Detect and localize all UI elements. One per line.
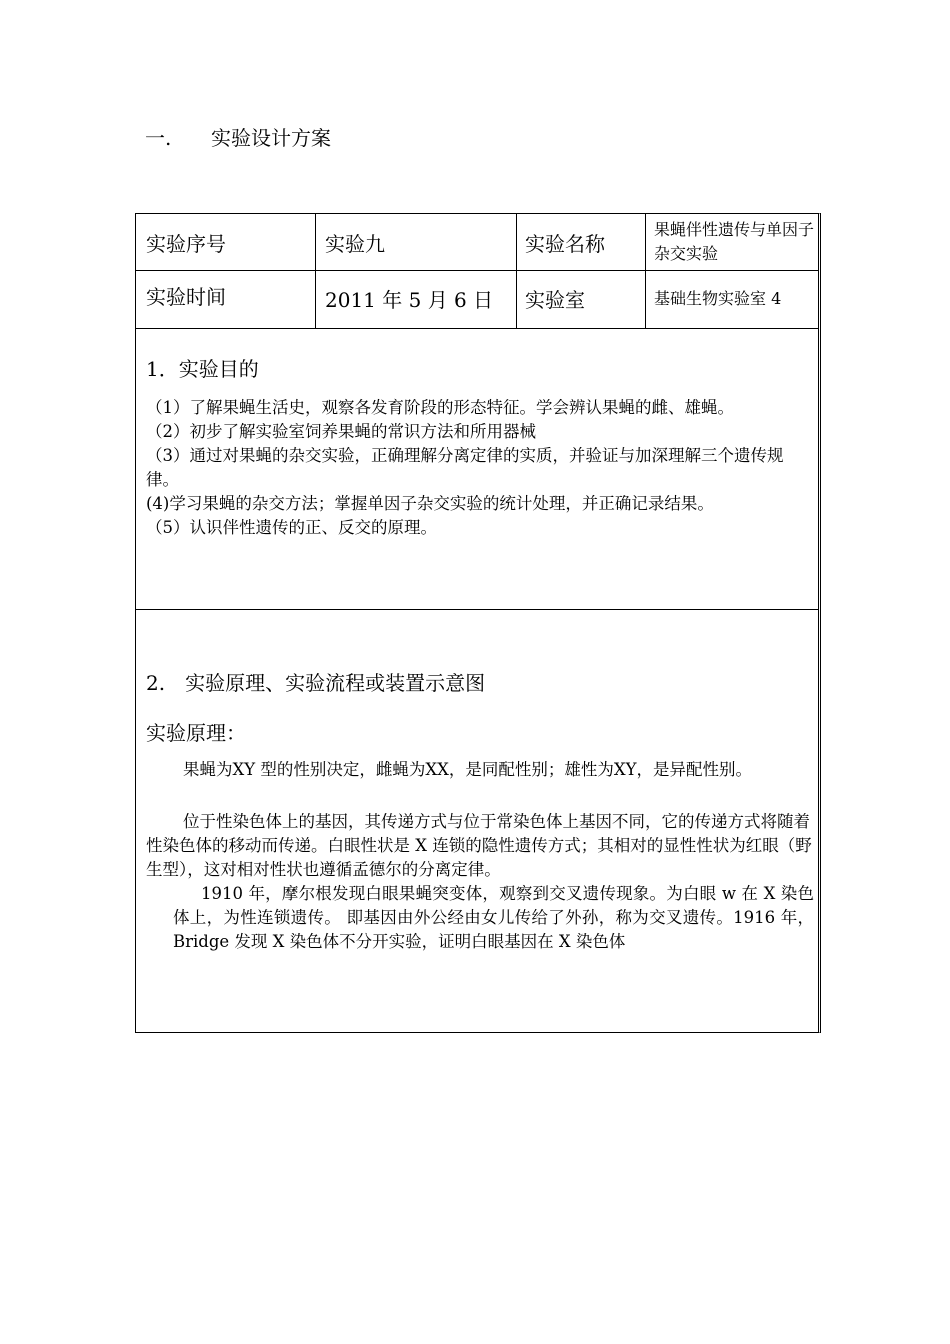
principle-subtitle: 实验原理：: [146, 721, 246, 745]
value-experiment-number: 实验九: [325, 232, 385, 256]
label-experiment-date: 实验时间: [146, 285, 226, 309]
objective-item: （2）初步了解实验室饲养果蝇的常识方法和所用器械: [146, 422, 536, 441]
label-lab: 实验室: [525, 288, 585, 312]
objective-item: (4)学习果蝇的杂交方法；掌握单因子杂交实验的统计处理，并正确记录结果。: [146, 494, 714, 513]
value-lab: 基础生物实验室 4: [654, 289, 782, 308]
column-divider: [645, 214, 646, 328]
heading-text: 实验设计方案: [211, 126, 331, 150]
label-experiment-number: 实验序号: [146, 232, 226, 256]
objective-item: （1）了解果蝇生活史，观察各发育阶段的形态特征。学会辨认果蝇的雌、雄蝇。: [146, 398, 734, 417]
objective-item: （5）认识伴性遗传的正、反交的原理。: [146, 518, 437, 537]
heading-number: 一.: [145, 126, 172, 150]
value-experiment-date: 2011 年 5 月 6 日: [325, 288, 494, 312]
objectives-section: [136, 328, 818, 610]
principle-section: [136, 609, 818, 1032]
principle-paragraph: 果蝇为XY 型的性别决定，雌蝇为XX，是同配性别；雄性为XY，是异配性别。: [183, 760, 753, 779]
column-divider: [315, 214, 316, 328]
principle-paragraph: 位于性染色体上的基因，其传递方式与位于常染色体上基因不同，它的传递方式将随着性染色体的移动而传递。白眼性状是 X 连锁的隐性遗传方式；其相对的显性性状为红眼（野生型），这对相对性状也遵循孟德尔的分离定律。: [146, 812, 812, 879]
experiment-form: [135, 213, 821, 1033]
principle-paragraph: 1910 年，摩尔根发现白眼果蝇突变体，观察到交叉遗传现象。为白眼 w 在 X 染色体上，为性连锁遗传。 即基因由外公经由女儿传给了外孙，称为交叉遗传。1916 年，Bridge 发现 X 染色体不分开实验，证明白眼基因在 X 染色体: [173, 884, 814, 951]
objectives-title: 1．实验目的: [146, 357, 259, 381]
principle-section-title: 2. 实验原理、实验流程或装置示意图: [146, 671, 486, 695]
section-heading: [145, 122, 331, 151]
column-divider: [516, 214, 517, 328]
value-experiment-name: 果蝇伴性遗传与单因子杂交实验: [654, 220, 815, 263]
label-experiment-name: 实验名称: [525, 232, 605, 256]
objective-item: （3）通过对果蝇的杂交实验，正确理解分离定律的实质，并验证与加深理解三个遗传规律。: [146, 446, 784, 489]
